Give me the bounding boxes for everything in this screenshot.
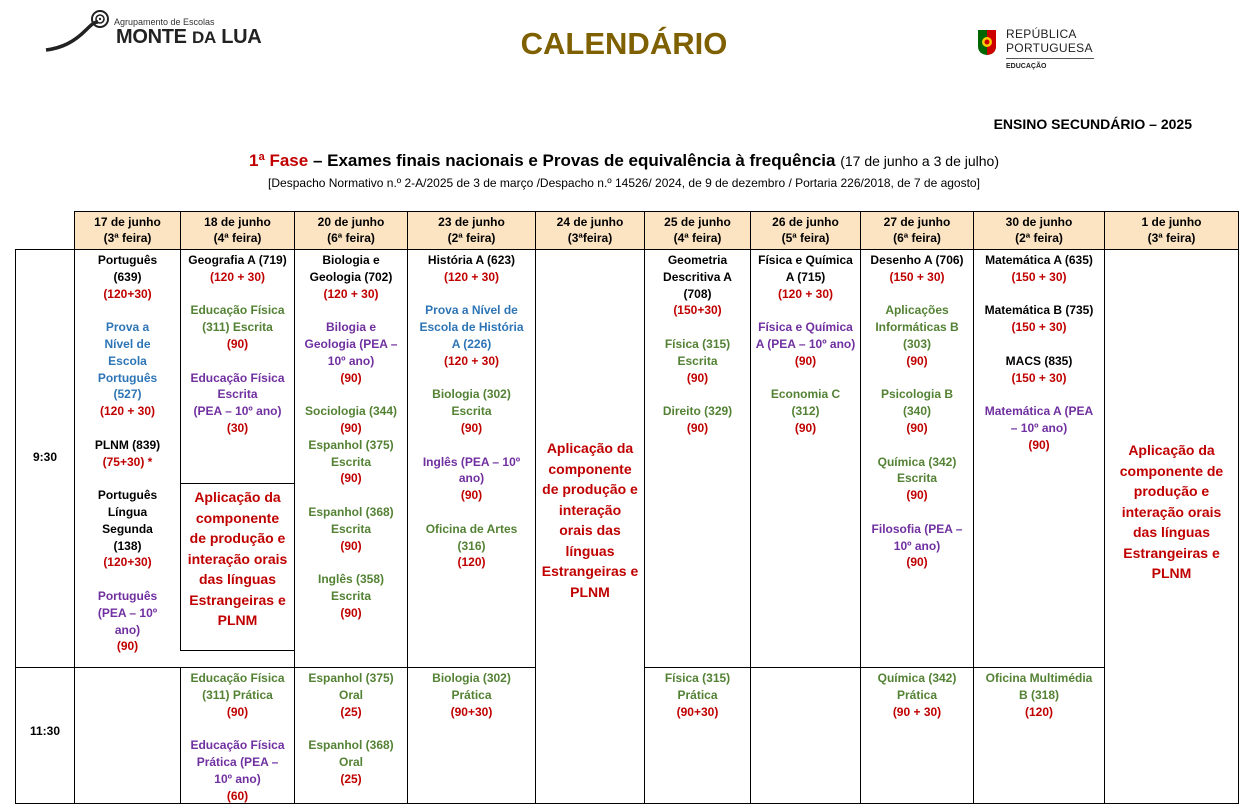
exam-duration: (120 + 30) (323, 286, 379, 301)
exam-name: Prova a Nível de Escola de História A (226) (419, 303, 524, 351)
exam-name: Bilogia e Geologia (PEA – 10º ano) (304, 320, 398, 368)
gov-line1: REPÚBLICA (1006, 27, 1077, 41)
morning-cell-6 (644, 249, 750, 667)
column-header-7 (750, 211, 860, 249)
exam-entry (653, 670, 743, 720)
exam-duration: (90) (460, 488, 483, 503)
column-header-6 (644, 211, 750, 249)
column-header-2 (180, 211, 294, 249)
exam-duration: (90) (906, 420, 928, 435)
exam-entry (418, 454, 526, 504)
exam-duration: (120 + 30) (443, 269, 500, 284)
time-label-afternoon: 11:30 (29, 724, 61, 738)
header-weekday: (3ªfeira) (567, 231, 613, 245)
exam-entry (93, 252, 163, 302)
exam-entry (93, 588, 163, 655)
header-weekday: (2ª feira) (1015, 231, 1063, 245)
morning-cell-1 (74, 249, 180, 667)
application-text: Aplicação da componente de produção e interação orais das línguas Estrangeiras e PLNM (187, 489, 288, 628)
exam-entry (867, 302, 967, 369)
exam-entry (93, 487, 163, 571)
education-level: ENSINO SECUNDÁRIO – 2025 (993, 116, 1192, 132)
exam-entry (418, 386, 526, 436)
legal-references: [Despacho Normativo n.º 2-A/2025 de 3 de março /Despacho n.º 14526/ 2024, de 9 de dezembro / Portaria 226/2018, de 7 de agosto] (268, 176, 980, 190)
exam-name: Física (315) Escrita (664, 336, 731, 368)
exam-list (299, 252, 403, 622)
exam-entry (756, 319, 856, 369)
exam-entry (756, 386, 856, 436)
afternoon-cell-9 (973, 667, 1104, 803)
column-header-5 (535, 211, 644, 249)
exam-list (867, 252, 967, 571)
exam-duration: (120 + 30) (443, 353, 500, 368)
exam-duration: (150 + 30) (1011, 320, 1067, 335)
portugal-flag-icon (976, 28, 998, 56)
afternoon-cell-6 (644, 667, 750, 803)
exam-list (653, 252, 743, 437)
header-date: 18 de junho (204, 215, 271, 229)
header-date: 20 de junho (317, 215, 385, 229)
exam-duration: (30) (226, 420, 249, 435)
exam-duration: (90) (340, 370, 362, 385)
exam-entry (653, 403, 743, 437)
exam-duration: (90) (686, 370, 709, 385)
time-label-morning: 9:30 (32, 450, 58, 464)
afternoon-cell-2 (180, 667, 294, 803)
morning-cell-2 (180, 249, 294, 483)
exam-name: Prova a Nível de Escola Português (527) (97, 320, 158, 402)
exam-name: PLNM (839) (94, 437, 161, 452)
exam-entry (188, 670, 288, 720)
exam-duration: (90) (340, 471, 362, 486)
exam-name: Português Língua Segunda (138) (97, 488, 158, 553)
exam-entry (188, 737, 288, 804)
header-weekday: (6ª feira) (893, 231, 941, 245)
exam-entry (299, 670, 403, 720)
exam-duration: (90+30) (676, 704, 719, 719)
application-text: Aplicação da componente de produção e interação orais das línguas Estrangeiras e PLNM (1119, 442, 1224, 581)
phase-label: 1ª Fase (249, 151, 309, 170)
exam-duration: (25) (340, 771, 362, 786)
exam-entry (299, 403, 403, 437)
exam-name: Espanhol (375) Oral (308, 671, 394, 702)
government-logo (976, 26, 1116, 74)
header-date: 26 de junho (772, 215, 839, 229)
exam-name: Português (639) (97, 253, 158, 284)
exam-entry (867, 670, 967, 720)
exam-duration: (150+30) (673, 303, 722, 318)
page-title: CALENDÁRIO (520, 26, 728, 61)
phase-heading (0, 151, 1248, 171)
exam-entry (867, 521, 967, 571)
exam-entry (188, 252, 288, 286)
exam-list (188, 670, 288, 804)
morning-cell-3 (294, 249, 407, 667)
table-border (1238, 211, 1239, 803)
gov-line3: EDUCAÇÃO (1006, 63, 1047, 70)
header-weekday: (3ª feira) (103, 231, 152, 245)
exam-duration: (120 + 30) (99, 404, 156, 419)
exam-list (93, 252, 163, 655)
application-text: Aplicação da componente de produção e interação orais das línguas Estrangeiras e PLNM (541, 440, 639, 600)
header-date: 23 de junho (438, 215, 505, 229)
exam-duration: (90) (226, 336, 249, 351)
exam-list (982, 670, 1097, 720)
application-block-18-june (180, 483, 294, 651)
exam-duration: (90) (906, 555, 928, 570)
exam-duration: (150 + 30) (889, 269, 945, 284)
exam-entry (188, 370, 288, 437)
exam-name: Psicologia B (340) (880, 387, 954, 419)
exam-entry (418, 521, 526, 571)
table-border (15, 249, 1238, 250)
exam-duration: (150 + 30) (1011, 269, 1067, 284)
column-header-8 (860, 211, 973, 249)
exam-note: (PEA – 10º ano) (193, 404, 282, 419)
exam-entry (299, 737, 403, 787)
morning-cell-4 (407, 249, 535, 667)
table-border (644, 667, 1104, 668)
column-header-4 (407, 211, 535, 249)
exam-entry (418, 670, 526, 720)
exam-duration: (120 + 30) (209, 269, 266, 284)
exam-name: Matemática B (735) (984, 303, 1094, 318)
exam-duration: (120 + 30) (777, 286, 834, 301)
header-date: 1 de junho (1141, 215, 1202, 229)
exam-entry (756, 252, 856, 302)
exam-name: Educação Física Escrita (190, 370, 285, 402)
exam-entry (418, 302, 526, 369)
exam-name: Geometria Descritiva A (708) (663, 253, 732, 301)
header-date: 30 de junho (1005, 215, 1073, 229)
exam-name: Inglês (358) Escrita (317, 572, 385, 603)
header-weekday: (5ª feira) (781, 231, 830, 245)
exam-name: Física e Química A (715) (758, 253, 853, 284)
column-header-9 (973, 211, 1104, 249)
table-border (15, 803, 1239, 804)
exam-entry (299, 319, 403, 386)
exam-list (418, 252, 526, 571)
exam-name: Economia C (312) (770, 387, 841, 419)
exam-duration: (120) (457, 555, 486, 570)
exam-name: Oficina Multimédia B (318) (985, 671, 1093, 702)
header-date: 24 de junho (556, 215, 624, 229)
exam-duration: (90) (906, 488, 928, 503)
table-border (15, 667, 535, 668)
exam-entry (93, 437, 163, 471)
exam-duration: (90) (906, 353, 928, 368)
exam-entry (982, 353, 1097, 387)
application-block-1-june (1104, 249, 1238, 803)
exam-list (418, 670, 526, 720)
column-header-1 (74, 211, 180, 249)
afternoon-cell-4 (407, 667, 535, 803)
exam-name: Matemática A (635) (985, 253, 1093, 267)
header-date: 25 de junho (664, 215, 731, 229)
exam-name: Sociologia (344) (304, 404, 398, 419)
exam-duration: (90) (794, 420, 817, 435)
exam-list (756, 252, 856, 437)
exam-name: Geografia A (719) (188, 253, 287, 267)
exam-entry (867, 386, 967, 436)
exam-name: Direito (329) (662, 404, 733, 419)
exam-duration: (90) (686, 420, 709, 435)
exam-duration: (150 + 30) (1011, 370, 1067, 385)
exam-list (867, 670, 967, 720)
exam-name: Educação Física (311) Prática (190, 671, 285, 702)
exam-entry (653, 252, 743, 319)
exam-name: Desenho A (706) (870, 253, 964, 267)
exam-duration: (90) (226, 704, 249, 719)
exam-name: Inglês (PEA – 10º ano) (422, 454, 521, 486)
exam-entry (982, 302, 1097, 336)
exam-list (299, 670, 403, 788)
afternoon-cell-3 (294, 667, 407, 803)
morning-cell-7 (750, 249, 860, 667)
exam-name: Biologia (302) Prática (432, 671, 511, 702)
exam-list (188, 252, 288, 437)
exam-name: Oficina de Artes (316) (425, 521, 518, 553)
table-border (15, 249, 16, 803)
logo-name: MONTE DA LUA (116, 26, 262, 48)
morning-cell-9 (973, 249, 1104, 667)
exam-entry (418, 252, 526, 286)
exam-entry (299, 437, 403, 487)
exam-name: Física (315) Prática (664, 671, 731, 702)
phase-dates: (17 de junho a 3 de julho) (840, 153, 999, 169)
exam-duration: (120+30) (103, 286, 152, 301)
exam-name: Física e Química A (PEA – 10º ano) (755, 320, 856, 351)
exam-name: Espanhol (368) Escrita (308, 504, 394, 536)
exam-duration: (90) (340, 605, 362, 620)
header-weekday: (4ª feira) (213, 231, 262, 245)
exam-entry (188, 302, 288, 352)
exam-name: Filosofia (PEA – 10º ano) (871, 521, 963, 553)
exam-name: História A (623) (427, 253, 516, 267)
exam-duration: (90) (116, 639, 139, 654)
exam-duration: (120+30) (103, 555, 152, 570)
gov-line2: PORTUGUESA (1006, 41, 1093, 55)
exam-duration: (90+30) (450, 704, 493, 719)
exam-duration: (75+30) * (102, 454, 153, 469)
exam-name: Português (PEA – 10º ano) (97, 588, 158, 637)
afternoon-cell-8 (860, 667, 973, 803)
exam-duration: (90 + 30) (892, 704, 942, 719)
exam-list (653, 670, 743, 720)
morning-cell-8 (860, 249, 973, 667)
exam-entry (982, 252, 1097, 286)
exam-duration: (90) (1028, 437, 1050, 452)
exam-entry (653, 336, 743, 386)
gov-divider (1006, 58, 1094, 59)
exam-list (982, 252, 1097, 454)
header-weekday: (3ª feira) (1147, 231, 1196, 245)
exam-duration: (120) (1024, 704, 1053, 719)
exam-name: Biologia (302) Escrita (432, 387, 511, 419)
exam-entry (867, 454, 967, 504)
exam-entry (93, 319, 163, 420)
exam-name: Aplicações Informáticas B (303) (875, 303, 959, 351)
exam-duration: (90) (340, 420, 362, 435)
exam-entry (299, 252, 403, 302)
exam-name: Educação Física (311) Escrita (190, 303, 285, 335)
phase-title: – Exames finais nacionais e Provas de equivalência à frequência (308, 151, 841, 170)
exam-entry (982, 403, 1097, 453)
table-border (180, 650, 294, 651)
exam-entry (982, 670, 1097, 720)
header-weekday: (2ª feira) (447, 231, 496, 245)
header-date: 17 de junho (94, 215, 161, 229)
exam-name: Espanhol (368) Oral (308, 738, 394, 769)
column-header-3 (294, 211, 407, 249)
column-header-10 (1104, 211, 1238, 249)
exam-entry (299, 504, 403, 554)
afternoon-cell-1 (74, 667, 180, 803)
logo-subtitle: Agrupamento de Escolas (114, 17, 215, 27)
exam-name: Espanhol (375) Escrita (308, 437, 394, 469)
exam-entry (299, 571, 403, 621)
exam-duration: (90) (460, 420, 483, 435)
exam-duration: (90) (340, 538, 362, 553)
exam-name: Matemática A (PEA – 10º ano) (984, 404, 1094, 435)
exam-duration: (60) (226, 788, 249, 803)
exam-duration: (25) (340, 704, 362, 719)
exam-name: Educação Física Prática (PEA – 10º ano) (190, 738, 285, 786)
exam-name: Biologia e Geologia (702) (309, 253, 393, 284)
afternoon-cell-7 (750, 667, 860, 803)
table-border (74, 211, 1238, 212)
header-date: 27 de junho (883, 215, 951, 229)
header-weekday: (6ª feira) (327, 231, 375, 245)
exam-name: Química (342) Escrita (877, 454, 957, 486)
exam-duration: (90) (794, 353, 817, 368)
exam-name: Química (342) Prática (877, 671, 957, 702)
exam-name: MACS (835) (1005, 353, 1073, 368)
header-weekday: (4ª feira) (673, 231, 722, 245)
application-block-24-june (535, 249, 644, 803)
exam-entry (867, 252, 967, 286)
